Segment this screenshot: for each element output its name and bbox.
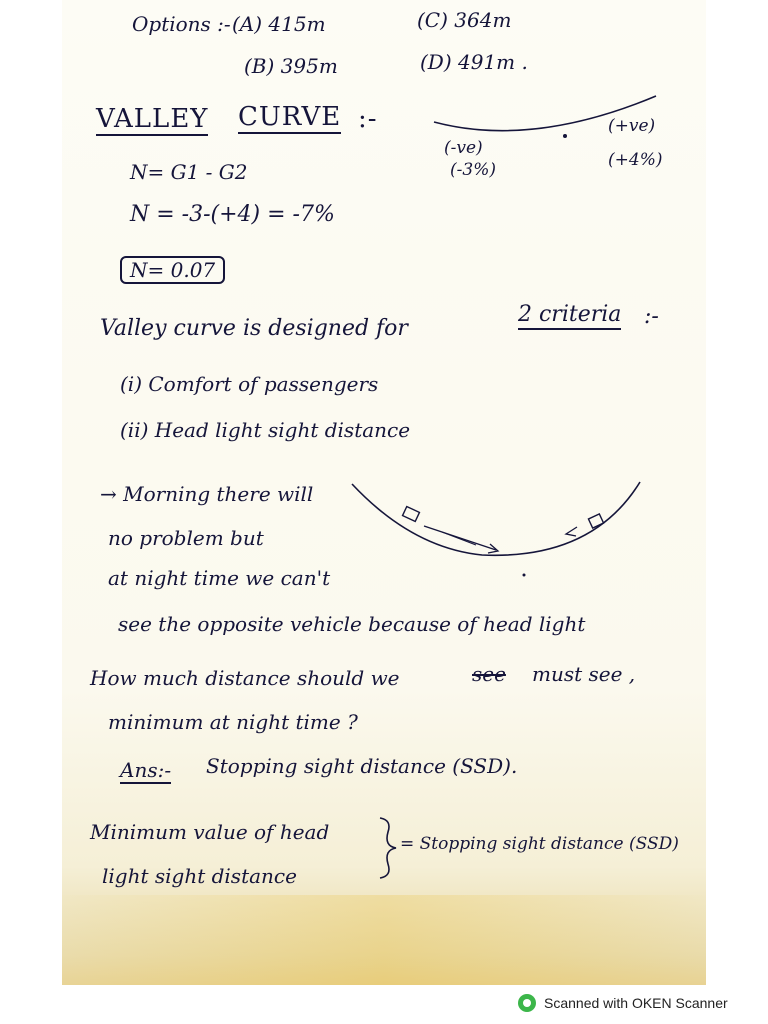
scanner-watermark-text: Scanned with OKEN Scanner [544, 995, 728, 1011]
option-c: (C) 364m [417, 8, 512, 32]
answer-label: Ans:- [120, 758, 172, 782]
heading-suffix: :- [358, 104, 378, 134]
criteria-intro: Valley curve is designed for [100, 316, 408, 341]
right-slope-grade: (+4%) [608, 150, 663, 170]
left-slope-sign: (-ve) [444, 138, 483, 158]
criteria-suffix: :- [644, 304, 659, 329]
night-line-2: no problem but [108, 526, 264, 550]
answer-text: Stopping sight distance (SSD). [206, 754, 518, 778]
night-line-3: at night time we can't [108, 566, 331, 590]
question-line-1a: How much distance should we [90, 666, 400, 690]
conclusion-line-2: light sight distance [102, 864, 297, 888]
criteria-count: 2 criteria [518, 304, 621, 330]
conclusion-rhs: = Stopping sight distance (SSD) [400, 834, 679, 854]
formula-n-definition: N= G1 - G2 [130, 160, 248, 184]
oken-scanner-logo-icon [518, 994, 536, 1012]
right-slope-sign: (+ve) [608, 116, 656, 136]
formula-n-value: N = -3-(+4) = -7% [130, 202, 335, 227]
question-line-2: minimum at night time ? [108, 710, 358, 734]
notebook-page [62, 0, 706, 985]
option-d: (D) 491m . [420, 50, 528, 74]
conclusion-line-1: Minimum value of head [90, 820, 330, 844]
question-struck-word: see [472, 662, 506, 686]
options-label: Options :- [132, 12, 231, 36]
question-line-1c: must see , [532, 662, 636, 686]
night-line-4: see the opposite vehicle because of head light [118, 612, 586, 636]
option-a: (A) 415m [232, 12, 326, 36]
formula-n-boxed: N= 0.07 [120, 256, 225, 284]
scanner-watermark [518, 992, 728, 1014]
option-b: (B) 395m [244, 54, 338, 78]
night-line-1: → Morning there will [100, 482, 314, 506]
heading-curve: CURVE [238, 102, 342, 132]
criteria-item-headlight: (ii) Head light sight distance [120, 418, 411, 442]
left-slope-grade: (-3%) [450, 160, 496, 180]
heading-valley: VALLEY [96, 104, 209, 134]
criteria-item-comfort: (i) Comfort of passengers [120, 372, 379, 396]
